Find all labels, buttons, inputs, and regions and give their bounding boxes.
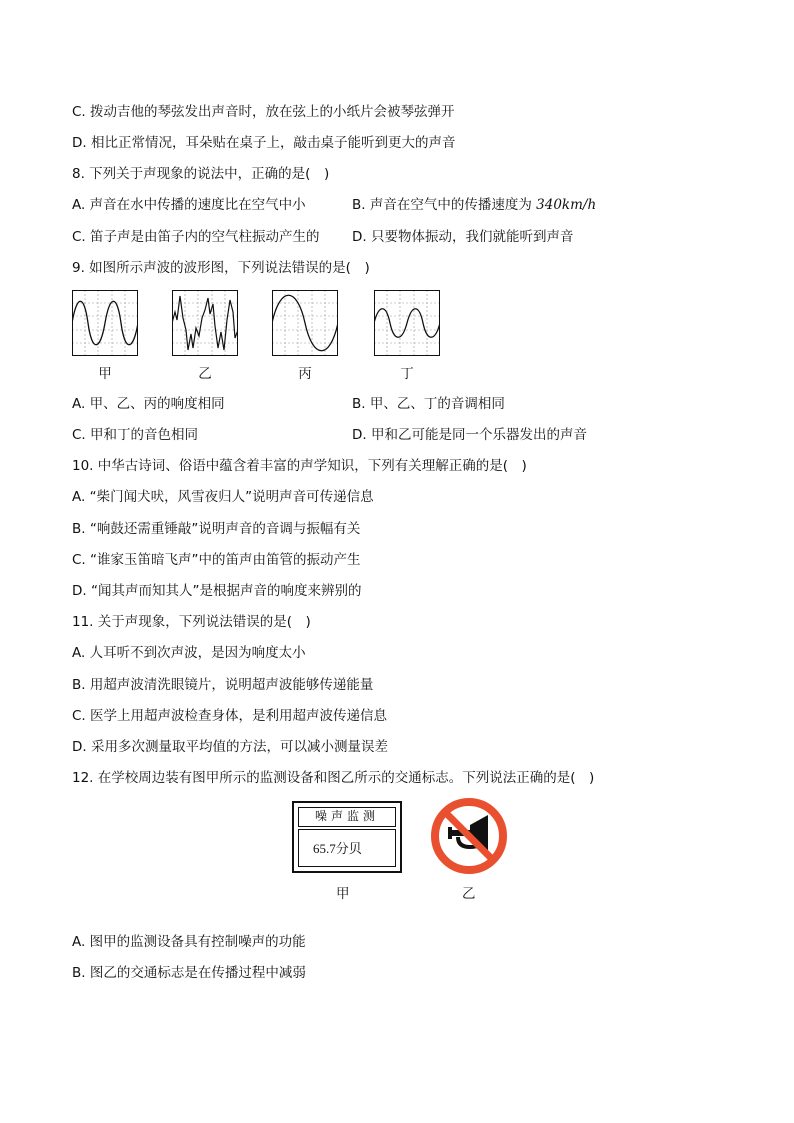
q10-option-c: C. “谁家玉笛暗飞声”中的笛声由笛管的振动产生 — [72, 552, 361, 568]
noise-monitor-title: 噪声监测 — [298, 807, 396, 827]
q11-stem: 11. 关于声现象，下列说法错误的是( ) — [72, 614, 311, 630]
q9-option-d: D. 甲和乙可能是同一个乐器发出的声音 — [352, 427, 587, 443]
q7-option-d: D. 相比正常情况，耳朵贴在桌子上，敲击桌子能听到更大的声音 — [72, 135, 456, 151]
q8-option-b — [352, 196, 596, 214]
q8-option-b-math: 340km/h — [536, 197, 597, 213]
waveform-label-yi: 乙 — [198, 366, 212, 382]
q12-option-b: B. 图乙的交通标志是在传播过程中减弱 — [72, 965, 306, 981]
q8-stem: 8. 下列关于声现象的说法中，正确的是( ) — [72, 166, 330, 182]
q11-option-c: C. 医学上用超声波检查身体，是利用超声波传递信息 — [72, 708, 388, 724]
figure-caption-jia: 甲 — [336, 886, 350, 902]
q9-option-c: C. 甲和丁的音色相同 — [72, 427, 199, 443]
q10-option-a: A. “柴门闻犬吠，风雪夜归人”说明声音可传递信息 — [72, 489, 374, 505]
q10-option-b: B. “响鼓还需重锤敲”说明声音的音调与振幅有关 — [72, 521, 361, 537]
q8-option-d: D. 只要物体振动，我们就能听到声音 — [352, 229, 574, 245]
noise-monitor-value: 65.7分贝 — [298, 829, 396, 867]
waveform-label-jia: 甲 — [98, 366, 112, 382]
q8-option-c: C. 笛子声是由笛子内的空气柱振动产生的 — [72, 229, 320, 245]
q9-option-a: A. 甲、乙、丙的响度相同 — [72, 396, 225, 412]
q9-stem: 9. 如图所示声波的波形图，下列说法错误的是( ) — [72, 260, 370, 276]
waveform-jia — [72, 290, 138, 356]
q8-option-b-text: B. 声音在空气中的传播速度为 — [352, 197, 537, 213]
waveform-ding — [374, 290, 440, 356]
waveform-yi — [172, 290, 238, 356]
q11-option-a: A. 人耳听不到次声波，是因为响度太小 — [72, 645, 306, 661]
noise-monitor-panel — [292, 801, 402, 873]
q10-option-d: D. “闻其声而知其人”是根据声音的响度来辨别的 — [72, 583, 362, 599]
q9-option-b: B. 甲、乙、丁的音调相同 — [352, 396, 505, 412]
waveform-bing — [272, 290, 338, 356]
waveform-label-bing: 丙 — [298, 366, 312, 382]
q8-option-a: A. 声音在水中传播的速度比在空气中小 — [72, 197, 306, 213]
figure-caption-yi: 乙 — [462, 886, 476, 902]
q11-option-b: B. 用超声波清洗眼镜片，说明超声波能够传递能量 — [72, 677, 374, 693]
q12-stem: 12. 在学校周边装有图甲所示的监测设备和图乙所示的交通标志。下列说法正确的是( ) — [72, 770, 595, 786]
q11-option-d: D. 采用多次测量取平均值的方法，可以减小测量误差 — [72, 739, 388, 755]
q12-option-a: A. 图甲的监测设备具有控制噪声的功能 — [72, 934, 306, 950]
no-horn-sign-icon — [430, 797, 508, 875]
q7-option-c: C. 拨动吉他的琴弦发出声音时，放在弦上的小纸片会被琴弦弹开 — [72, 104, 455, 120]
q10-stem: 10. 中华古诗词、俗语中蕴含着丰富的声学知识，下列有关理解正确的是( ) — [72, 458, 527, 474]
waveform-label-ding: 丁 — [400, 366, 414, 382]
